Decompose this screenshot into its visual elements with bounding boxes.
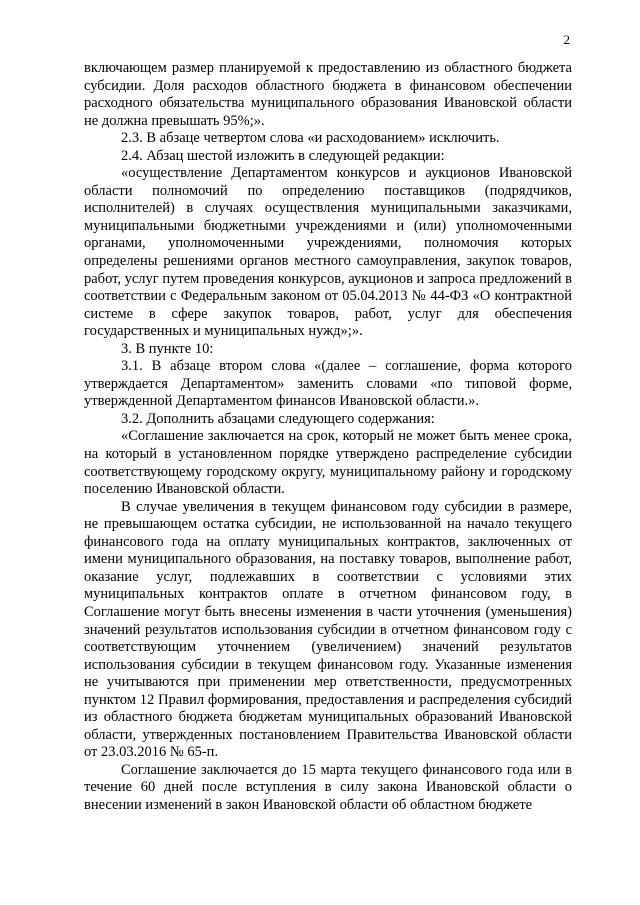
paragraph-9: В случае увеличения в текущем финансовом году субсидии в размере, не превышающем остатка субсидии, не использованной на начало текущего финансового года на оплату муниципальных контрактов, заключенных от имени муниципального образования, на поставку товаров, выполнение работ, оказание услуг, подлежавших в соответствии с условиями этих муниципальных контрактов оплате в отчетном финансовом году, в Соглашение могут быть внесены изменения в части уточнения (уменьшения) значений результатов использования субсидии в отчетном финансовом году с соответствующим уточнением (увеличением) значений результатов использования субсидии в текущем финансовом году. Указанные изменения не учитываются при применении мер ответственности, предусмотренных пунктом 12 Правил формирования, предоставления и распределения субсидий из областного бюджета бюджетам муниципальных образований Ивановской области, утвержденных постановлением Правительства Ивановской области от 23.03.2016 № 65-п. bbox=[84, 498, 572, 761]
paragraph-5: 3. В пункте 10: bbox=[121, 340, 214, 357]
paragraph-10: Соглашение заключается до 15 марта текущего финансового года или в течение 60 дней после вступления в силу закона Ивановской области о внесении изменений в закон Ивановской области об областном бюджете bbox=[84, 761, 572, 813]
paragraph-8: «Соглашение заключается на срок, который не может быть менее срока, на который в установленном порядке утверждено распределение субсидии соответствующему городскому округу, муниципальному району и городскому поселению Ивановской области. bbox=[84, 428, 572, 498]
document-body bbox=[84, 60, 572, 815]
paragraph-1: включающем размер планируемой к предоставлению из областного бюджета субсидии. Доля расходов областного бюджета в финансовом обеспечении расходного обязательства муниципального образования Ивановской области не должна превышать 95%;». bbox=[84, 60, 572, 129]
paragraph-3: 2.4. Абзац шестой изложить в следующей редакции: bbox=[121, 147, 445, 164]
paragraph-4: «осуществление Департаментом конкурсов и аукционов Ивановской области полномочий по определению поставщиков (подрядчиков, исполнителей) в случаях осуществления муниципальными заказчиками, муниципальными бюджетными учреждениями и (или) уполномоченными органами, уполномоченными учреждениями, полномочия которых определены решениями органов местного самоуправления, закупок товаров, работ, услуг путем проведения конкурсов, аукционов и запроса предложений в соответствии с Федеральным законом от 05.04.2013 № 44-ФЗ «О контрактной системе в сфере закупок товаров, работ, услуг для обеспечения государственных и муниципальных нужд»;». bbox=[84, 165, 572, 340]
page-number: 2 bbox=[563, 32, 570, 47]
paragraph-7: 3.2. Дополнить абзацами следующего содержания: bbox=[121, 410, 435, 427]
paragraph-2: 2.3. В абзаце четвертом слова «и расходованием» исключить. bbox=[121, 130, 500, 147]
paragraph-6: 3.1. В абзаце втором слова «(далее – соглашение, форма которого утверждается Департаментом» заменить словами «по типовой форме, утвержденной Департаментом финансов Ивановской области.». bbox=[84, 358, 572, 410]
